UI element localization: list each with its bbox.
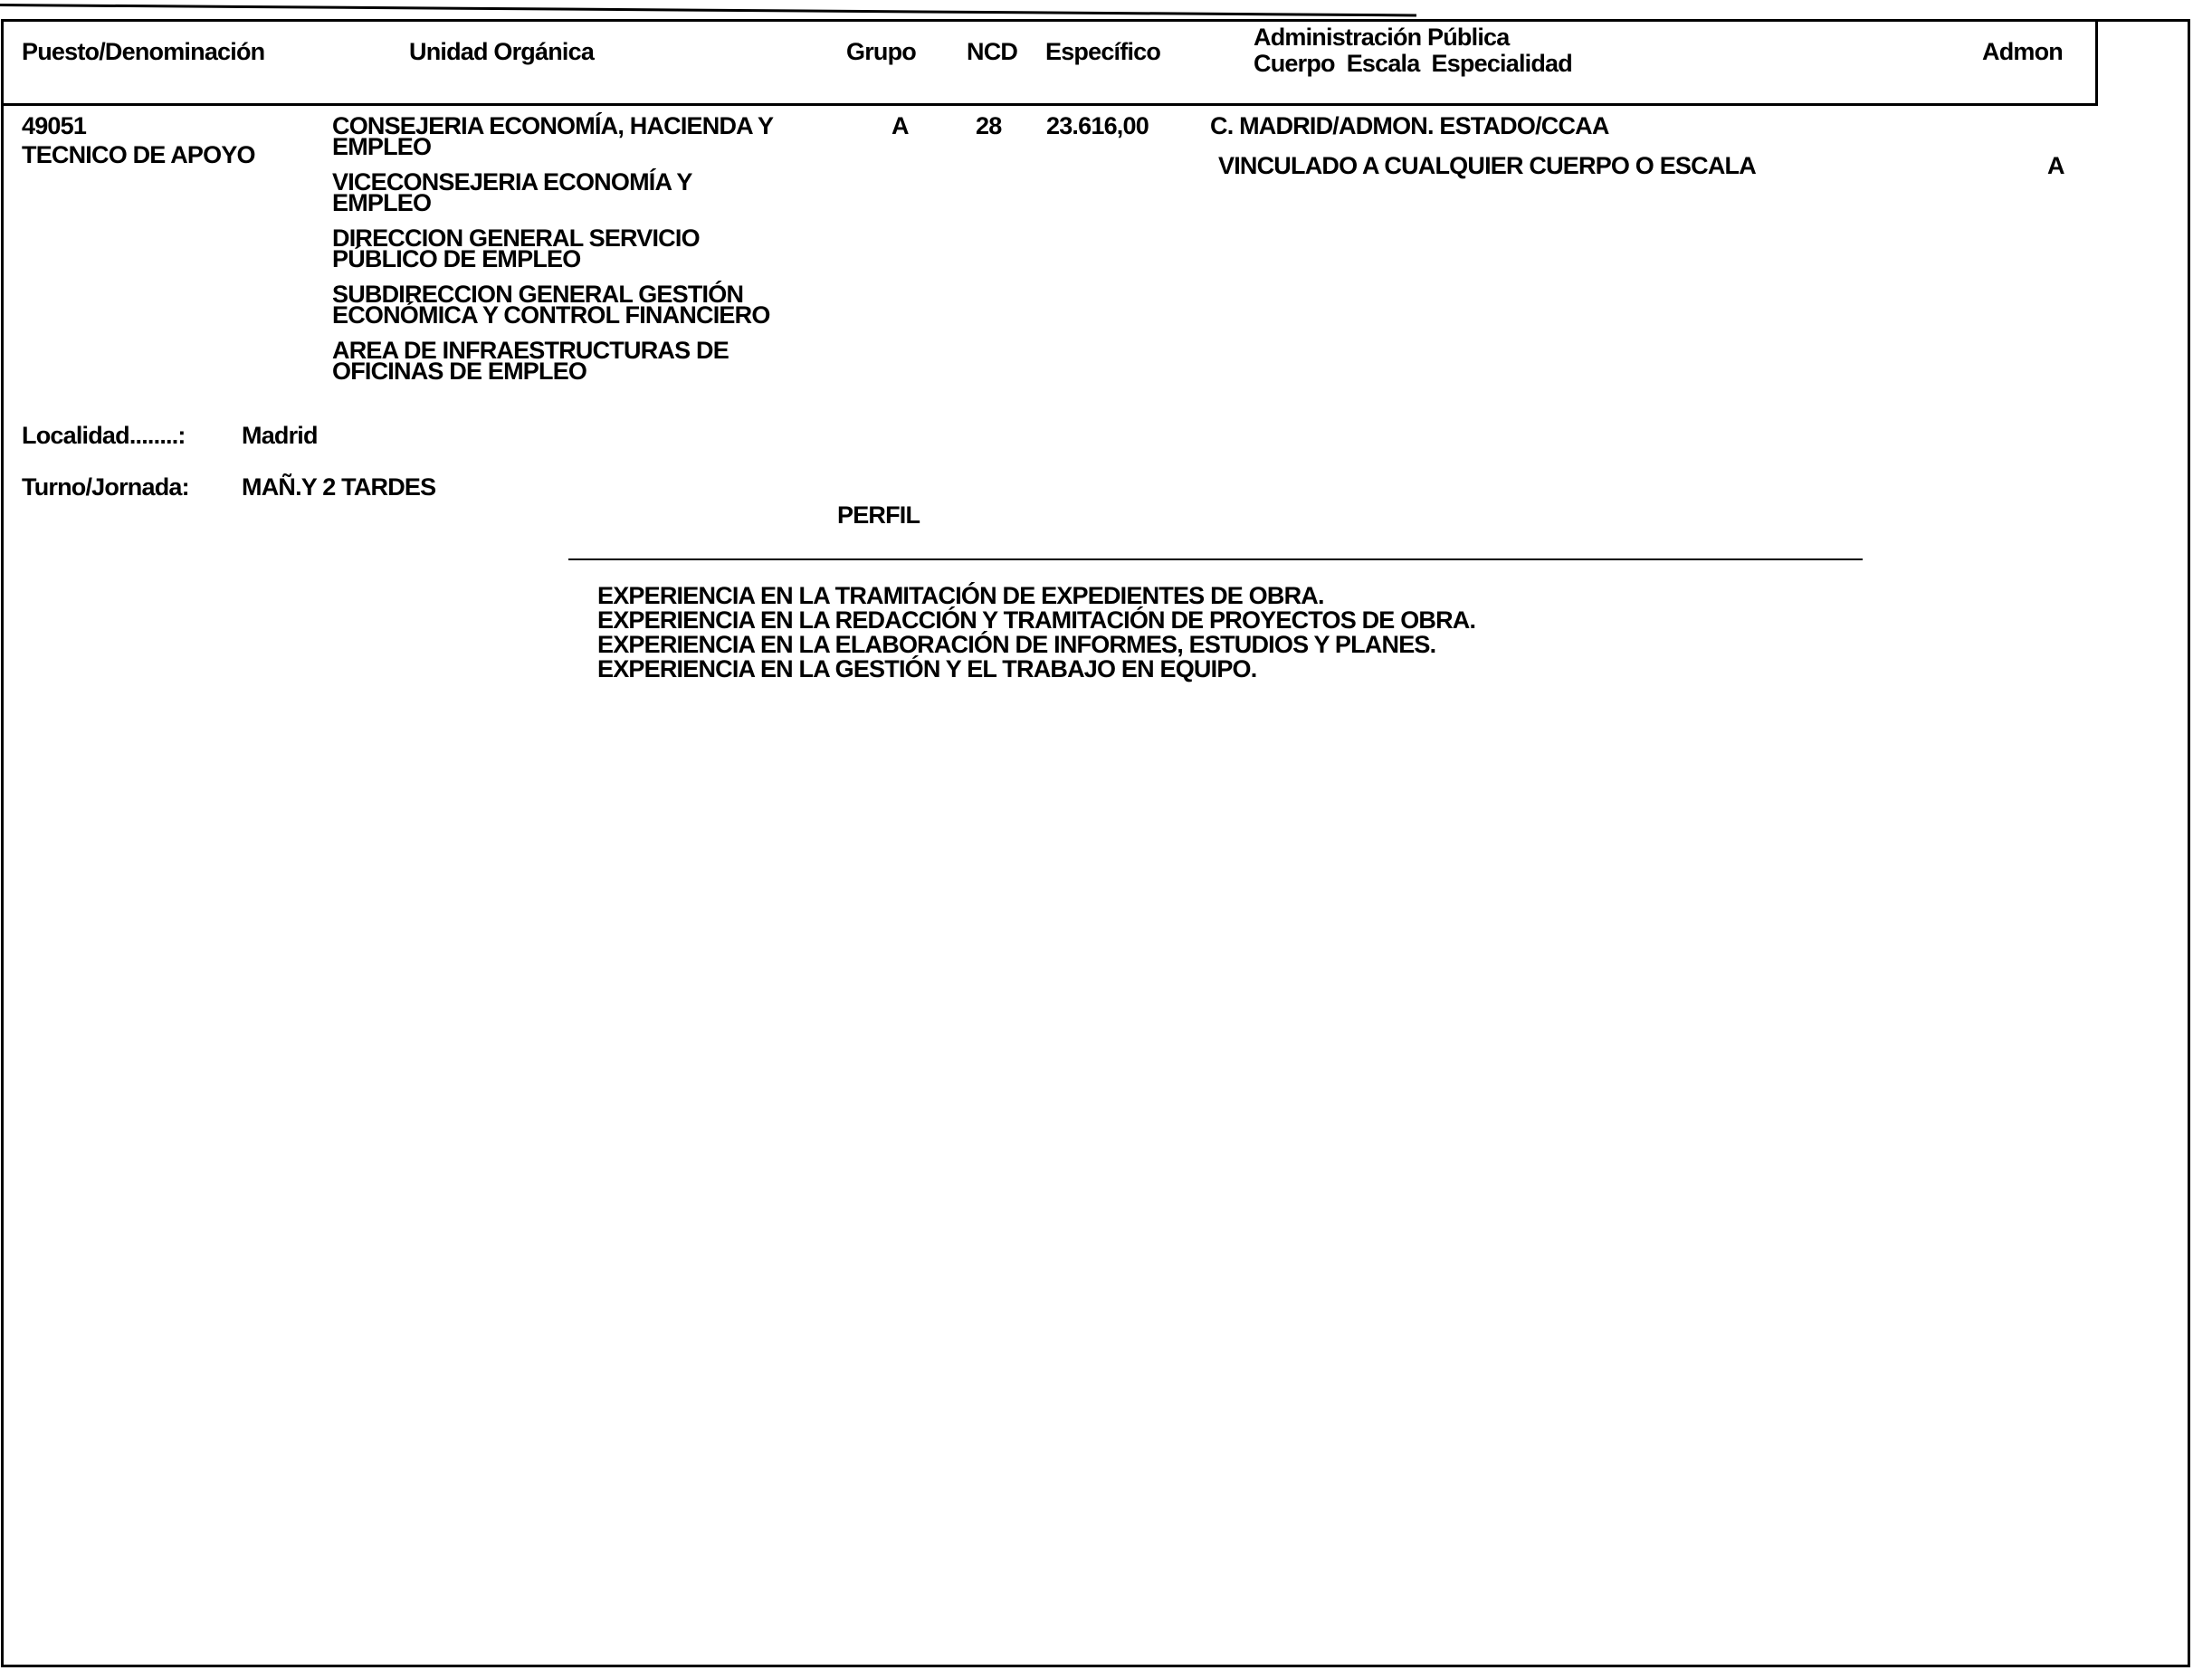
localidad-value: Madrid [242, 422, 318, 449]
perfil-item: EXPERIENCIA EN LA REDACCIÓN Y TRAMITACIÓN DE PROYECTOS DE OBRA. [597, 606, 1476, 634]
column-header-admon: Admon [1982, 38, 2063, 65]
perfil-separator-rule [568, 558, 1863, 560]
administracion-publica-value: C. MADRID/ADMON. ESTADO/CCAA [1210, 112, 1609, 139]
column-header-administracion-publica [1254, 24, 1584, 77]
turno-jornada-label: Turno/Jornada: [22, 473, 189, 501]
subheader-cuerpo: Cuerpo [1254, 50, 1335, 77]
ncd-value: 28 [976, 112, 1002, 139]
unidad-organica-item: DIRECCION GENERAL SERVICIO PÚBLICO DE EMPLEO [332, 224, 700, 272]
vinculacion-value: VINCULADO A CUALQUIER CUERPO O ESCALA [1218, 152, 1756, 179]
column-header-grupo: Grupo [846, 38, 916, 65]
puesto-codigo: 49051 [22, 112, 87, 139]
especifico-value: 23.616,00 [1046, 112, 1149, 139]
puesto-denominacion: TECNICO DE APOYO [22, 141, 255, 168]
column-header-especifico: Específico [1045, 38, 1161, 65]
top-edge-artifact-line [0, 4, 1416, 16]
subheader-especialidad: Especialidad [1431, 50, 1572, 77]
localidad-label: Localidad........: [22, 422, 186, 449]
column-header-unidad-organica: Unidad Orgánica [409, 38, 595, 65]
column-header-ncd: NCD [967, 38, 1018, 65]
perfil-item: EXPERIENCIA EN LA ELABORACIÓN DE INFORMES, ESTUDIOS Y PLANES. [597, 631, 1436, 658]
turno-jornada-value: MAÑ.Y 2 TARDES [242, 473, 436, 501]
header-right-divider [2095, 19, 2098, 106]
unidad-organica-list [332, 112, 783, 396]
unidad-organica-item: AREA DE INFRAESTRUCTURAS DE OFICINAS DE EMPLEO [332, 337, 729, 385]
unidad-organica-item: VICECONSEJERIA ECONOMÍA Y EMPLEO [332, 168, 692, 216]
perfil-title: PERFIL [837, 501, 920, 529]
grupo-value: A [891, 112, 909, 139]
header-bottom-rule [1, 103, 2098, 106]
perfil-item: EXPERIENCIA EN LA TRAMITACIÓN DE EXPEDIENTES DE OBRA. [597, 582, 1324, 609]
unidad-organica-item: CONSEJERIA ECONOMÍA, HACIENDA Y EMPLEO [332, 112, 773, 160]
unidad-organica-item: SUBDIRECCION GENERAL GESTIÓN ECONÓMICA Y CONTROL FINANCIERO [332, 281, 770, 329]
admon-value: A [2047, 152, 2064, 179]
cuerpo-escala-especialidad-line [1254, 51, 1584, 77]
administracion-publica-line: Administración Pública [1254, 24, 1510, 51]
perfil-list [597, 584, 1475, 682]
subheader-escala: Escala [1346, 50, 1420, 77]
column-header-puesto: Puesto/Denominación [22, 38, 265, 65]
perfil-item: EXPERIENCIA EN LA GESTIÓN Y EL TRABAJO EN EQUIPO. [597, 655, 1257, 682]
page-border [1, 19, 2190, 1667]
